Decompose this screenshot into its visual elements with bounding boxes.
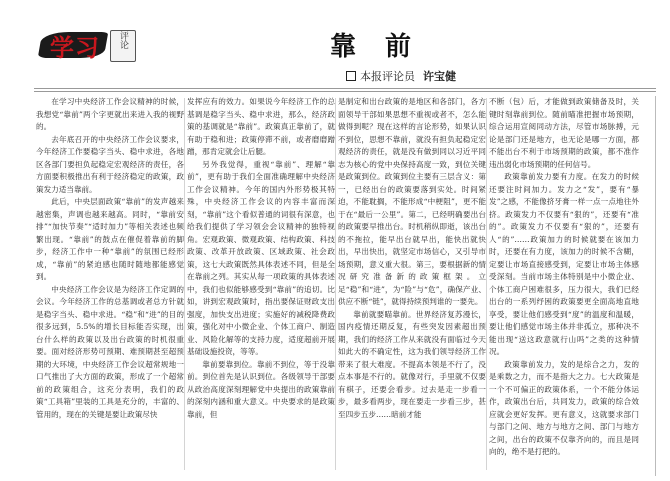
byline-prefix: 本报评论员 [360, 70, 415, 83]
byline-square-icon [346, 71, 356, 81]
byline [346, 68, 456, 84]
paragraph: 发挥应有的效力。如果说今年经济工作的总基调是稳字当头、稳中求进，那么，经济政策的基调就是“靠前”。政策真正靠前了，就有助于稳和进；政策停滞不前，或者磨磨蹭蹭，那肯定就会让后腿。 [187, 97, 335, 156]
paragraph: 不断（包）后，才能做到政策储备及时，关键时刻靠前到位。随前瞄准把握市场预期，综合运用宣阅同动方法，尽管市场脉搏，元论是部门还是地方，也无论是哪一方面，都不能出台不利于市场预期的政策，都不准作违出弱化市场预期的任何信号。 [489, 97, 639, 169]
column-logo-subtitle-text: 评论 [118, 31, 128, 49]
text-column-3 [338, 96, 486, 474]
column-separator [486, 98, 487, 470]
column-separator [184, 98, 185, 470]
header-rule-top [34, 88, 656, 89]
text-column-4 [489, 96, 639, 474]
paragraph: 政策靠前发力，发的是综合之力，发的是乘数之力，而不是指大之力。七大政策是一个不可偏正的政策体系，一个不能分体运作，政策出台后，共同发力，政策的综合效应就会更好发挥。更有意义，这就要求部门与部门之间、地方与地方之间、部门与地方之间，出台的政策不仅靠齐向的，而且是同向的，绝不是打把的。 [489, 359, 639, 456]
column-logo-subtitle [110, 30, 136, 62]
article-title: 靠 前 [330, 32, 422, 62]
byline-author: 许宝健 [423, 70, 456, 83]
page-right-border [655, 96, 656, 476]
column-logo [40, 28, 140, 62]
text-column-2 [187, 96, 335, 474]
paragraph: 靠前就要瞄靠前。世界经济复苏漫长，国内疫情还期反复，有些突发因素超出预期，我们的经济工作从来就没有面临过今天如此大的不确定性，这为我们领导经济工作带来了很大难度。不提高本领是不行了，没点本事是不行的。就像对行，手里就不仅要有棋子，还要会看步。过去是走一步看一步，最多看两步，现在要走一步看三步，甚至四步五步……暗前才能 [338, 309, 486, 419]
paragraph: 靠前要靠到位。靠前不到位，等于没靠前。到位首先是认识到位。各级领导干部要从政治高度深刻理解党中央提出的政策靠前的深刻内涵和重大意义。中央要求的是政策靠前，但 [187, 359, 335, 419]
paragraph: 在学习中央经济工作会议精神的时候，我想党“靠前”两个字更就出来进入我的视野的。 [36, 97, 184, 131]
paragraph: 政策靠前发力要有力度。在发力的时候还要注时间加力。发力之“发”，要有“暴发”之感，不能像挤牙膏一样一点一点地往外挤。政策发力不仅要有“狠的”，还要有“准的”。政策发力不仅要有“狠的”，还要有人“的”……政策加力的时候就要在该加力时，还要在有力度，该加力的时候不含糊，定要让市场直接感受到，定要让市场主体感受深刻。当前市场主体特别是中小微企业、个体工商户困难很多，压力很大，我们已经出台的一系列纾困的政策要更全面高地直地享受，要让他们感受到“度”的温度和温暖，要让他们感觉市场主体并非孤立，那种决不能出现“送这政意就行山吗”之类的这种情况。 [489, 172, 639, 356]
paragraph: 另外我觉得，重视“靠前”、理解“靠前”，更有助于我们全面准确理解中央经济工作会议精神。今年的国内外形势极其特殊，中央经济工作会议的内容丰富而深刻，“靠前”这个看似普通的词很有深意，也给我们提供了学习领会会议精神的独特视角。宏观政策、微观政策、结构政策、科技政策、改革开放政策、区域政策、社会政策，这七大政策既然具体表述不同，但是全在靠前之列。其实从每一项政策的具体表述中，我们也似能够感受到“靠前”的追切。比如，讲到宏观政策时，指出要保证财政支出强度，加快支出进度；实施好的减税降费政策，强化对中小微企业、个体工商户、制造业、风险化解等的支持力度，适度超前开展基础设施投资，等等。 [187, 159, 335, 356]
column-separator [335, 98, 336, 470]
paragraph: 去年底召开的中央经济工作会议要求，今年经济工作要稳字当头、稳中求进，各地区各部门要担负起稳定宏观经济的责任，各方面要积极推出有利于经济稳定的政策，政策发力适当靠前。 [36, 134, 184, 194]
header-rule-bottom [34, 91, 656, 92]
paragraph: 中央经济工作会议是为经济工作定调的会议。今年经济工作的总基调或者总方针就是稳字当头、稳中求进。“稳”和“进”的目的很多远到，5.5%的增长目标能否实现，出台什么样的政策以及出台政策的时机很重要。面对经济形势可预期、难预期甚至超预期的大环境，中央经济工作会议超常规地一口气推出了大方面的政策，形成了一个超常前的政策组合，这充分表明，我们的政策“工具箱”里装的工具是充分的，丰富的、管用的，现在的关键是要让政策尽快 [36, 284, 184, 419]
paragraph: 此后，中央层面政策“靠前”的发声越来越密集，声调也越来越高。同时，“靠前安排”“加快节奏”“适时加力”等相关表述也频繁出现。“靠前”的鼓点在催促着靠前的脚步，经济工作中一种“靠前”的氛围已经形成，“靠前”的紧迫感也随时随地都能感觉到。 [36, 197, 184, 281]
paragraph: 是制定和出台政策的是地区和各部门，各方面领导干部如果思想不重视或者不，怎么能做得到呢？现在这样的言论形势，如果认识不到位，思想不靠前，就没有担负起稳定宏观经济的责任，就是没有做到同以习近平同志为核心的党中央保持高度一致，到位关键是政策到位。政策到位主要有三层含义：第一，已经出台的政策要落到实处。时间紧迫，不能耽搁，不能形成“中梗阻”，更不能于在“最后一公里”。第二，已经明确要出台的政策要早推出台。时机稍纵即逝，该出台的不拖拉，能早出台就早出，能快出就快出，早出快出，就坚定市场信心，又引导市场预期，意义重大很。第三，要根据新的情况研究准备新的政策框架。立足“稳”和“进”，为“险”与“危”，确保产业、供应不断“链”，就得持续预判谁的一要先。 [338, 97, 486, 306]
column-logo-text: 学习 [50, 33, 100, 62]
text-column-1 [36, 96, 184, 474]
